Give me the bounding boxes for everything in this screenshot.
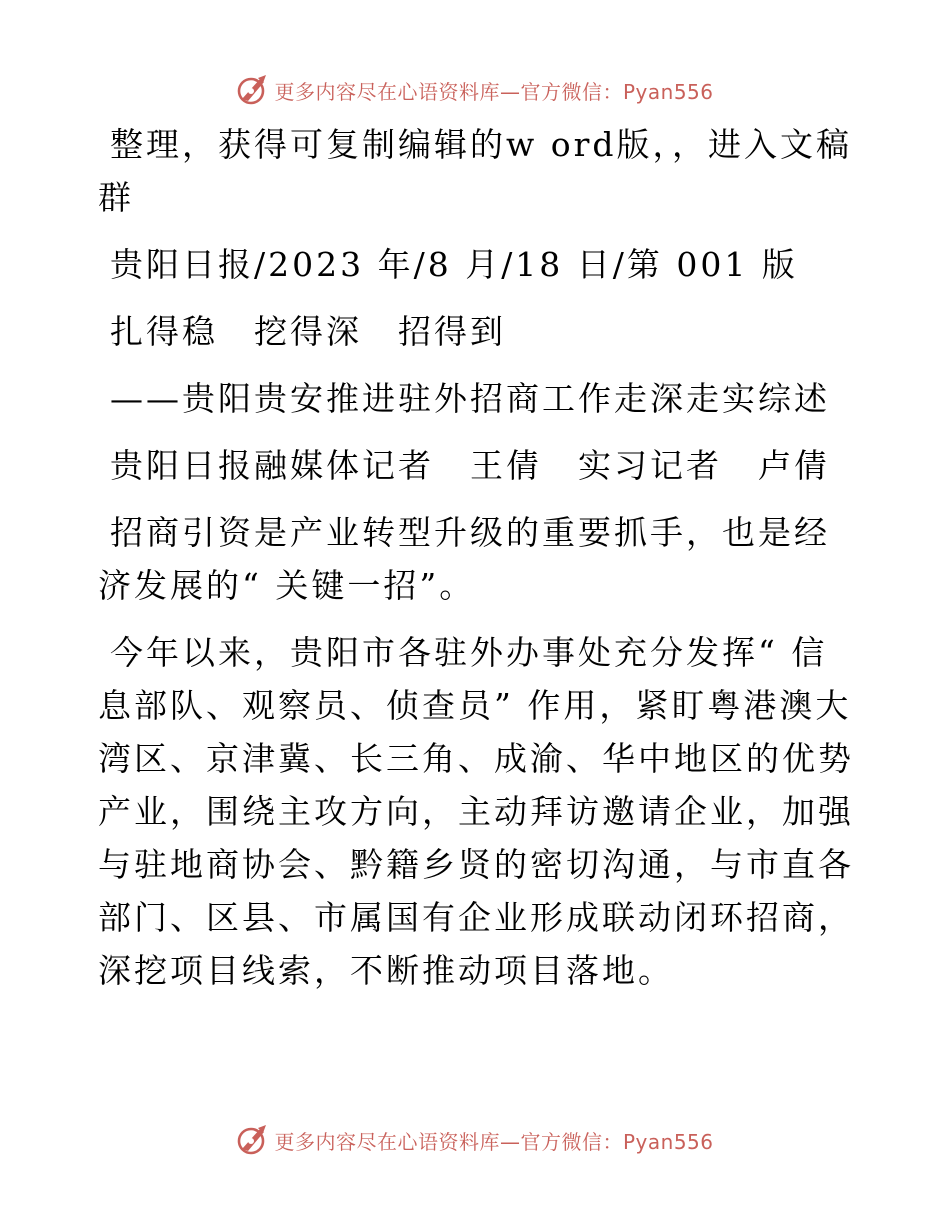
body-paragraph-2: 今年以来，贵阳市各驻外办事处充分发挥“ 信息部队、观察员、侦查员” 作用，紧盯粤港澳大湾区、京津冀、长三角、成渝、华中地区的优势产业，围绕主攻方向，主动拜访邀请企业，加强与驻地商协会、黔籍乡贤的密切沟通，与市直各部门、区县、市属国有企业形成联动闭环招商，深挖项目线索，不断推动项目落地。 bbox=[98, 633, 854, 990]
watermark-site-text: 更多内容尽在心语资料库 bbox=[274, 79, 500, 104]
byline: 贵阳日报融媒体记者 王倩 实习记者 卢倩 bbox=[110, 446, 830, 485]
quill-logo-icon bbox=[236, 1123, 270, 1157]
footer-watermark bbox=[0, 1120, 950, 1160]
quill-logo-icon bbox=[236, 73, 270, 107]
document-body bbox=[98, 118, 858, 1011]
body-paragraph-1: 招商引资是产业转型升级的重要抓手，也是经济发展的“ 关键一招”。 bbox=[98, 513, 830, 605]
intro-line: 整理，获得可复制编辑的w ord版，，进入文稿群 bbox=[98, 125, 853, 217]
watermark-separator: — bbox=[499, 79, 521, 104]
watermark-separator: — bbox=[499, 1129, 521, 1154]
watermark-wechat-label: 官方微信： bbox=[520, 1129, 623, 1154]
watermark-wechat-label: 官方微信： bbox=[520, 79, 623, 104]
headline: 扎得稳 挖得深 招得到 bbox=[110, 312, 506, 351]
watermark-text bbox=[274, 76, 713, 105]
subheadline: ——贵阳贵安推进驻外招商工作走深走实综述 bbox=[110, 379, 830, 418]
watermark-wechat-id: Pyan556 bbox=[622, 79, 714, 104]
source-line: 贵阳日报/2023 年/8 月/18 日/第 001 版 bbox=[110, 245, 798, 284]
watermark-site-text: 更多内容尽在心语资料库 bbox=[274, 1129, 500, 1154]
header-watermark bbox=[0, 70, 950, 110]
watermark-text bbox=[274, 1126, 713, 1155]
watermark-wechat-id: Pyan556 bbox=[622, 1129, 714, 1154]
